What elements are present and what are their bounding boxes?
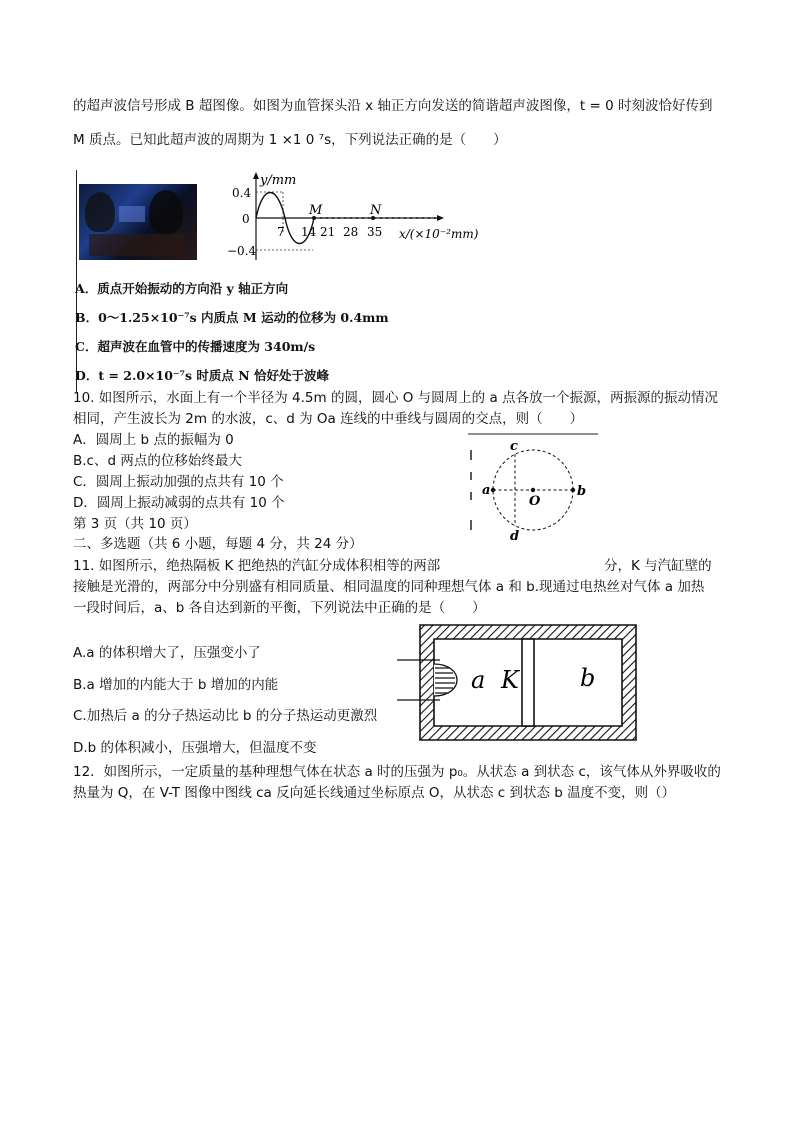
- q11-option-d: D.b 的体积减小，压强增大，但温度不变: [73, 740, 317, 756]
- y-tick-zero: 0: [242, 212, 250, 226]
- q11-line3: 一段时间后，a、b 各自达到新的平衡，下列说法中正确的是（ ）: [73, 600, 486, 616]
- point-m-label: M: [309, 203, 323, 218]
- q9-line1: 的超声波信号形成 B 超图像。如图为血管探头沿 x 轴正方向发送的简谐超声波图像，t = 0 时刻波恰好传到: [73, 98, 713, 114]
- q11-option-b: B.a 增加的内能大于 b 增加的内能: [73, 677, 279, 693]
- x-tick-7: 7: [277, 225, 285, 239]
- q11-option-c: C.加热后 a 的分子热运动比 b 的分子热运动更激烈: [73, 708, 378, 724]
- label-b: b: [577, 484, 587, 499]
- circle-diagram: [465, 430, 605, 542]
- label-gas-b: b: [580, 664, 596, 692]
- label-partition-k: K: [501, 666, 519, 694]
- label-gas-a: a: [471, 666, 486, 694]
- wave-graph: [225, 170, 485, 262]
- section-heading: 二、多选题（共 6 小题，每题 4 分，共 24 分）: [73, 536, 363, 552]
- ultrasound-photo: [79, 184, 197, 260]
- q9-option-b: B．0～1.25×10⁻⁷s 内质点 M 运动的位移为 0.4mm: [75, 310, 389, 325]
- x-tick-14: 14: [301, 225, 317, 239]
- q10-line2: 相同，产生波长为 2m 的水波，c、d 为 Oa 连线的中垂线与圆周的交点，则（ ）: [73, 411, 584, 427]
- q9-line2: M 质点。已知此超声波的周期为 1 ×1 0 ⁷s，下列说法正确的是（ ）: [73, 132, 507, 148]
- label-a: a: [482, 483, 491, 498]
- q9-option-a: A．质点开始振动的方向沿 y 轴正方向: [75, 281, 289, 296]
- y-tick-bottom: −0.4: [227, 244, 257, 258]
- label-o: O: [529, 494, 541, 509]
- q10-line1: 10. 如图所示，水面上有一个半径为 4.5m 的圆，圆心 O 与圆周上的 a 点各放一个振源，两振源的振动情况: [73, 390, 719, 406]
- q11-line1-right: 分，K 与汽缸壁的: [604, 558, 712, 574]
- q12-line1: 12．如图所示，一定质量的基种理想气体在状态 a 时的压强为 p₀。从状态 a 到状态 c，该气体从外界吸收的: [73, 764, 721, 780]
- q11-option-a: A.a 的体积增大了，压强变小了: [73, 645, 261, 661]
- q11-line2: 接触是光滑的，两部分中分别盛有相同质量、相同温度的同种理想气体 a 和 b.现通过电热丝对气体 a 加热: [73, 579, 705, 595]
- q10-option-d: D．圆周上振动减弱的点共有 10 个: [73, 495, 285, 511]
- x-axis-label: x/(×10⁻²mm): [399, 227, 479, 241]
- label-c: c: [510, 439, 518, 454]
- q12-line2: 热量为 Q，在 V-T 图像中图线 ca 反向延长线通过坐标原点 O，从状态 c 到状态 b 温度不变，则（）: [73, 785, 676, 801]
- q10-option-c: C．圆周上振动加强的点共有 10 个: [73, 474, 284, 490]
- label-d: d: [510, 529, 520, 542]
- x-tick-28: 28: [343, 225, 359, 239]
- page-footer: 第 3 页（共 10 页）: [73, 516, 197, 532]
- q9-option-c: C．超声波在血管中的传播速度为 340m/s: [75, 339, 316, 354]
- x-tick-21: 21: [320, 225, 336, 239]
- y-tick-top: 0.4: [232, 186, 252, 200]
- q10-option-a: A．圆周上 b 点的振幅为 0: [73, 432, 234, 448]
- point-n-label: N: [370, 203, 382, 218]
- cylinder-diagram: [395, 620, 645, 745]
- q11-line1-left: 11. 如图所示，绝热隔板 K 把绝热的汽缸分成体积相等的两部: [73, 558, 441, 574]
- q10-option-b: B.c、d 两点的位移始终最大: [73, 453, 242, 469]
- q9-option-d: D．t = 2.0×10⁻⁷s 时质点 N 恰好处于波峰: [75, 368, 329, 383]
- x-tick-35: 35: [367, 225, 383, 239]
- y-axis-label: y/mm: [260, 173, 297, 188]
